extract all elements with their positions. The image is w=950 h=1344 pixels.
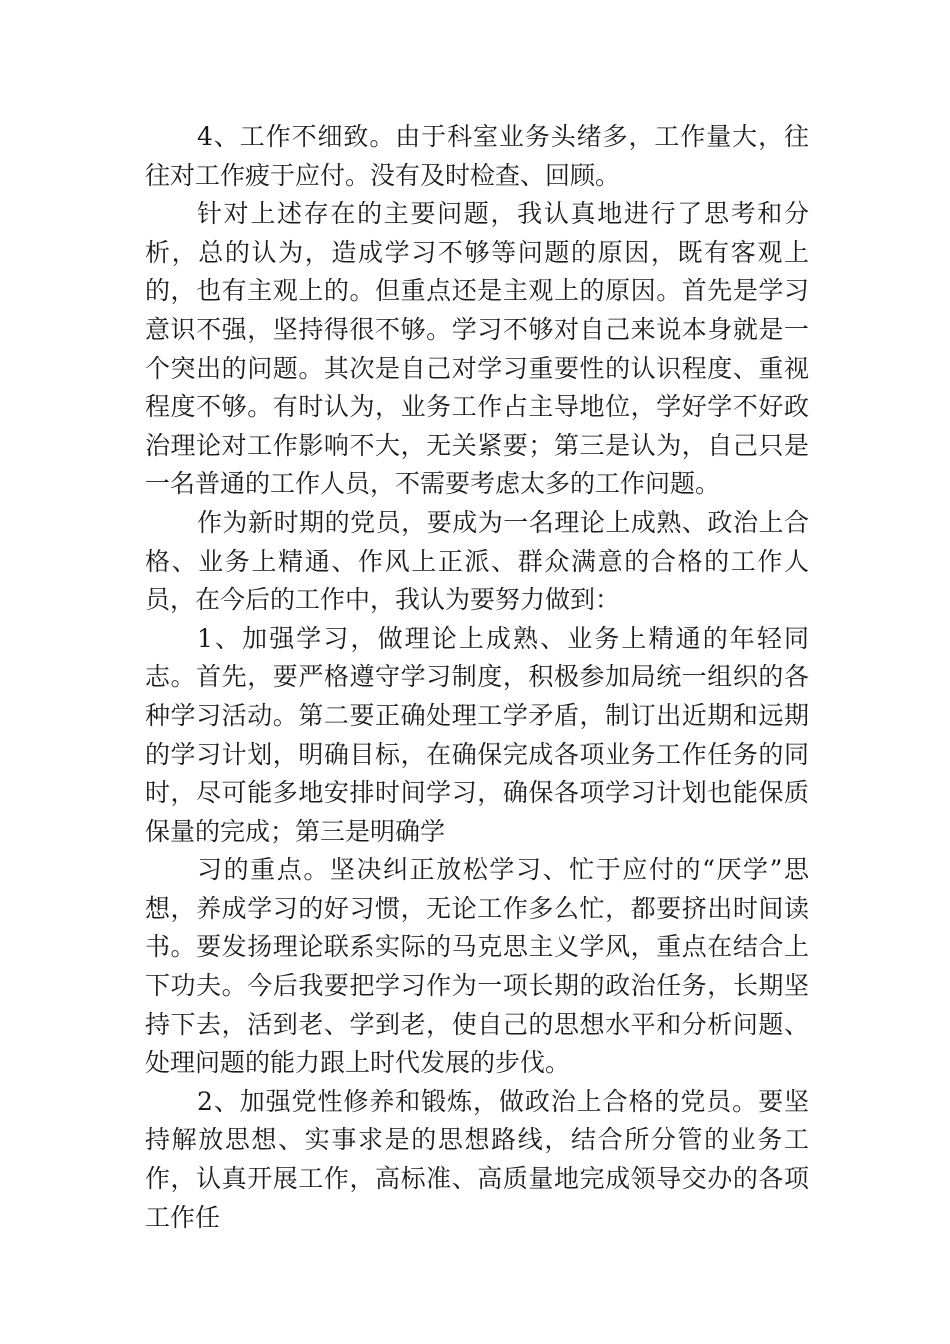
paragraph-study-focus: 习的重点。坚决纠正放松学习、忙于应付的“厌学”思想，养成学习的好习惯，无论工作多么忙，都要挤出时间读书。要发扬理论联系实际的马克思主义学风，重点在结合上下功夫。今后我要把学习作为一项长期的政治任务，长期坚持下去，活到老、学到老，使自己的思想水平和分析问题、处理问题的能力跟上时代发展的步伐。: [145, 855, 809, 1078]
paragraph-problem-analysis: 针对上述存在的主要问题，我认真地进行了思考和分析，总的认为，造成学习不够等问题的原因，既有客观上的，也有主观上的。但重点还是主观上的原因。首先是学习意识不强，坚持得很不够。学习不够对自己来说本身就是一个突出的问题。其次是自己对学习重要性的认识程度、重视程度不够。有时认为，业务工作占主导地位，学好学不好政治理论对工作影响不大，无关紧要；第三是认为，自己只是一名普通的工作人员，不需要考虑太多的工作问题。: [145, 199, 809, 499]
document-body: [145, 118, 809, 1237]
paragraph-work-detail: 4、工作不细致。由于科室业务头绪多，工作量大，往往对工作疲于应付。没有及时检查、回顾。: [145, 122, 809, 190]
paragraph-party-cultivation: 2、加强党性修养和锻炼，做政治上合格的党员。要坚持解放思想、实事求是的思想路线，结合所分管的业务工作，认真开展工作，高标准、高质量地完成领导交办的各项工作任: [145, 1086, 809, 1232]
paragraph-goals-intro: 作为新时期的党员，要成为一名理论上成熟、政治上合格、业务上精通、作风上正派、群众满意的合格的工作人员，在今后的工作中，我认为要努力做到：: [145, 507, 809, 615]
paragraph-strengthen-study: 1、加强学习，做理论上成熟、业务上精通的年轻同志。首先，要严格遵守学习制度，积极参加局统一组织的各种学习活动。第二要正确处理工学矛盾，制订出近期和远期的学习计划，明确目标，在确保完成各项业务工作任务的同时，尽可能多地安排时间学习，确保各项学习计划也能保质保量的完成；第三是明确学: [145, 623, 809, 846]
